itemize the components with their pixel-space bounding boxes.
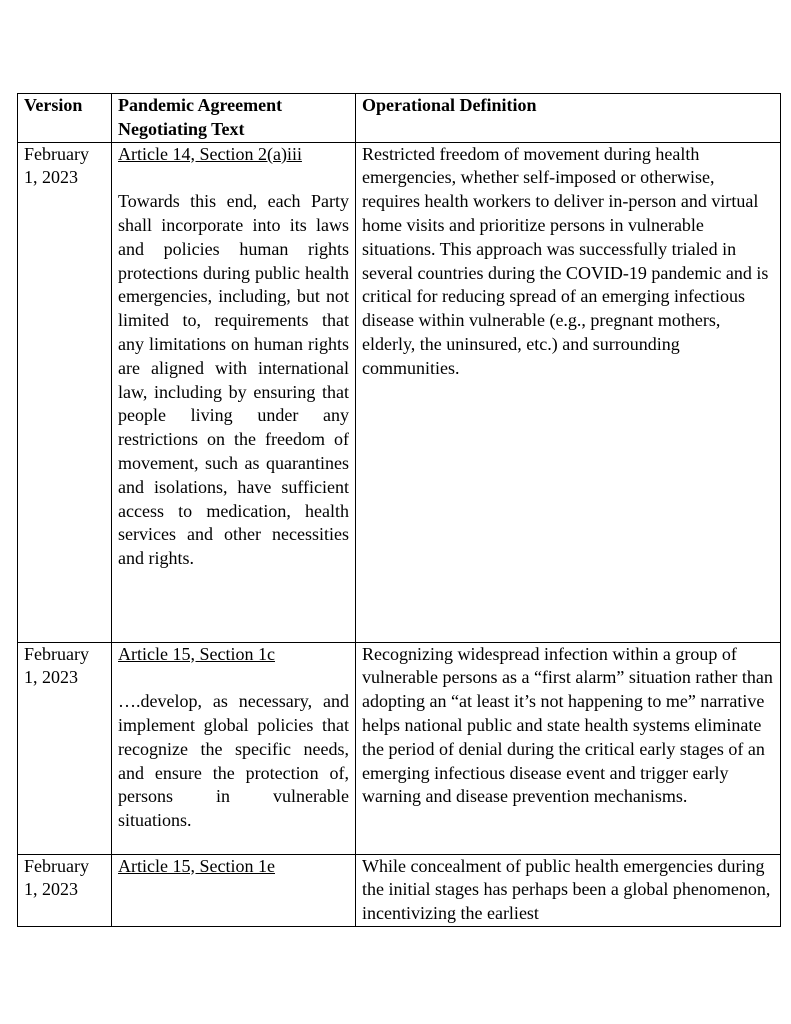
negotiating-text-cell — [112, 142, 356, 642]
definition-text: Restricted freedom of movement during health emergencies, whether self-imposed or otherwise, requires health workers to deliver in-person and virtual home visits and prioritize persons in vulnerable situations. This approach was successfully trialed in several countries during the COVID-19 pandemic and is critical for reducing spread of an emerging infectious disease within vulnerable (e.g., pregnant mothers, elderly, the uninsured, etc.) and surrounding communities. — [362, 143, 769, 378]
header-operational-definition: Operational Definition — [356, 94, 781, 143]
article-quote: Towards this end, each Party shall incorporate into its laws and policies human rights protections during public health emergencies, including, but not limited to, requirements that any limitations on human rights are aligned with international law, including by ensuring that people living under any restrictions on the freedom of movement, such as quarantines and isolations, have sufficient access to medication, health services and other necessities and rights. — [118, 191, 349, 569]
article-reference: Article 14, Section 2(a)iii — [118, 143, 302, 164]
header-negotiating-text: Pandemic Agreement Negotiating Text — [112, 94, 356, 143]
table-header-row — [18, 94, 781, 143]
article-reference: Article 15, Section 1e — [118, 855, 275, 876]
table-row — [18, 142, 781, 642]
article-quote: ….develop, as necessary, and implement global policies that recognize the specific needs, and ensure the protection of, persons in vulnerable situations. — [118, 691, 349, 831]
table-row — [18, 642, 781, 854]
article-reference: Article 15, Section 1c — [118, 643, 275, 664]
header-version: Version — [18, 94, 112, 143]
negotiating-text-cell — [112, 854, 356, 926]
table-row — [18, 854, 781, 926]
negotiating-text-cell — [112, 642, 356, 854]
definition-text: While concealment of public health emergencies during the initial stages has perhaps been a global phenomenon, incentivizing the earliest — [362, 855, 771, 924]
operational-definition-cell — [356, 854, 781, 926]
version-cell: February 1, 2023 — [18, 142, 112, 642]
version-cell: February 1, 2023 — [18, 854, 112, 926]
negotiating-text-table — [17, 93, 781, 927]
definition-text: Recognizing widespread infection within a group of vulnerable persons as a “first alarm” situation rather than adopting an “at least it’s not happening to me” narrative helps national public and state health systems eliminate the period of denial during the critical early stages of an emerging infectious disease event and trigger early warning and disease prevention mechanisms. — [362, 643, 773, 807]
version-cell: February 1, 2023 — [18, 642, 112, 854]
operational-definition-cell — [356, 142, 781, 642]
operational-definition-cell — [356, 642, 781, 854]
